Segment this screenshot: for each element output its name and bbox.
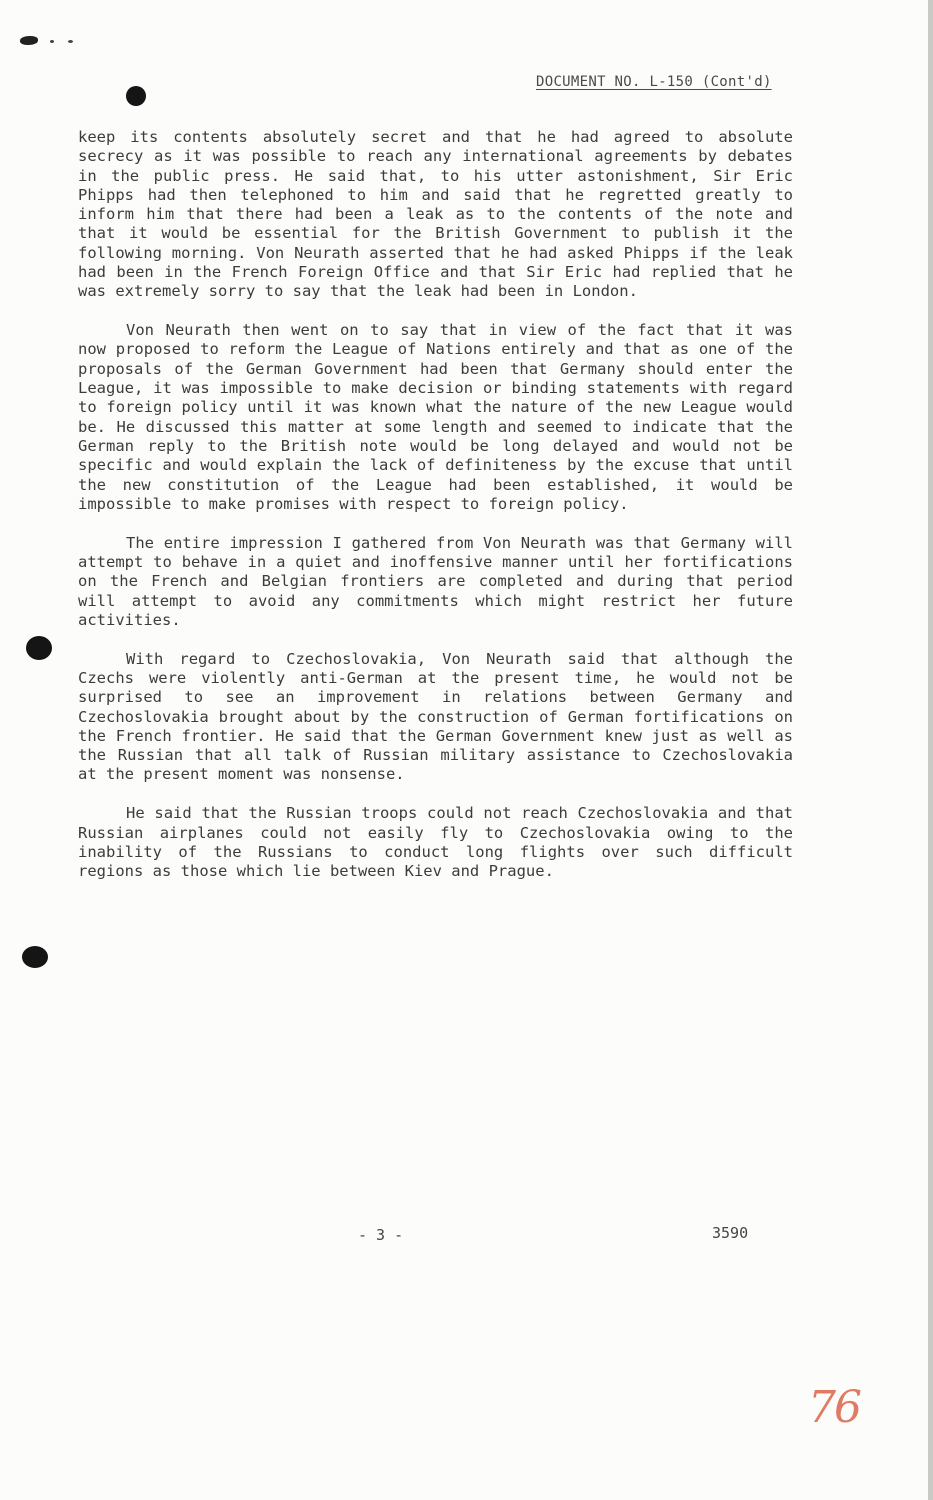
binder-hole-top bbox=[126, 86, 146, 106]
page-number: - 3 - bbox=[358, 1226, 404, 1244]
document-reference: DOCUMENT NO. L-150 (Cont'd) bbox=[536, 74, 772, 90]
corner-dot bbox=[50, 40, 54, 43]
document-code: 3590 bbox=[712, 1224, 749, 1242]
paragraph-3: The entire impression I gathered from Von Neurath was that Germany will attempt to behave in a quiet and inoffensive manner until her fortifications on the French and Belgian frontiers are completed and during that period will attempt to avoid any commitments which might restrict her future activities. bbox=[78, 533, 793, 629]
corner-smudge bbox=[20, 36, 38, 45]
binder-hole-bottom bbox=[22, 946, 48, 968]
binder-hole-middle bbox=[26, 636, 52, 660]
paragraph-5: He said that the Russian troops could not reach Czechoslovakia and that Russian airplanes could not easily fly to Czechoslovakia owing to the inability of the Russians to conduct long flights over such difficult regions as those which lie between Kiev and Prague. bbox=[78, 804, 793, 881]
paragraph-2: Von Neurath then went on to say that in view of the fact that it was now proposed to reform the League of Nations entirely and that as one of the proposals of the German Government had been that Germany should enter the League, it was impossible to make decision or binding statements with regard to foreign policy until it was known what the nature of the new League would be. He discussed this matter at some length and seemed to indicate that the German reply to the British note would be long delayed and would not be specific and would explain the lack of definiteness by the excuse that until the new constitution of the League had been established, it would be impossible to make promises with respect to foreign policy. bbox=[78, 321, 793, 513]
paragraph-1: keep its contents absolutely secret and that he had agreed to absolute secrecy as it was possible to reach any international agreements by debates in the public press. He said that, to his utter astonishment, Sir Eric Phipps had then telephoned to him and said that he regretted greatly to inform him that there had been a leak as to the contents of the note and that it would be essential for the British Government to publish it the following morning. Von Neurath asserted that he had asked Phipps if the leak had been in the French Foreign Office and that Sir Eric had replied that he was extremely sorry to say that the leak had been in London. bbox=[78, 128, 793, 301]
paragraph-4: With regard to Czechoslovakia, Von Neurath said that although the Czechs were violently anti-German at the present time, he would not be surprised to see an improvement in relations between Germany and Czechoslovakia brought about by the construction of German fortifications on the French frontier. He said that the German Government knew just as well as the Russian that all talk of Russian military assistance to Czechoslovakia at the present moment was nonsense. bbox=[78, 649, 793, 784]
handwritten-page-number: 76 bbox=[808, 1382, 860, 1433]
corner-dot bbox=[68, 40, 73, 43]
document-body bbox=[78, 128, 793, 901]
